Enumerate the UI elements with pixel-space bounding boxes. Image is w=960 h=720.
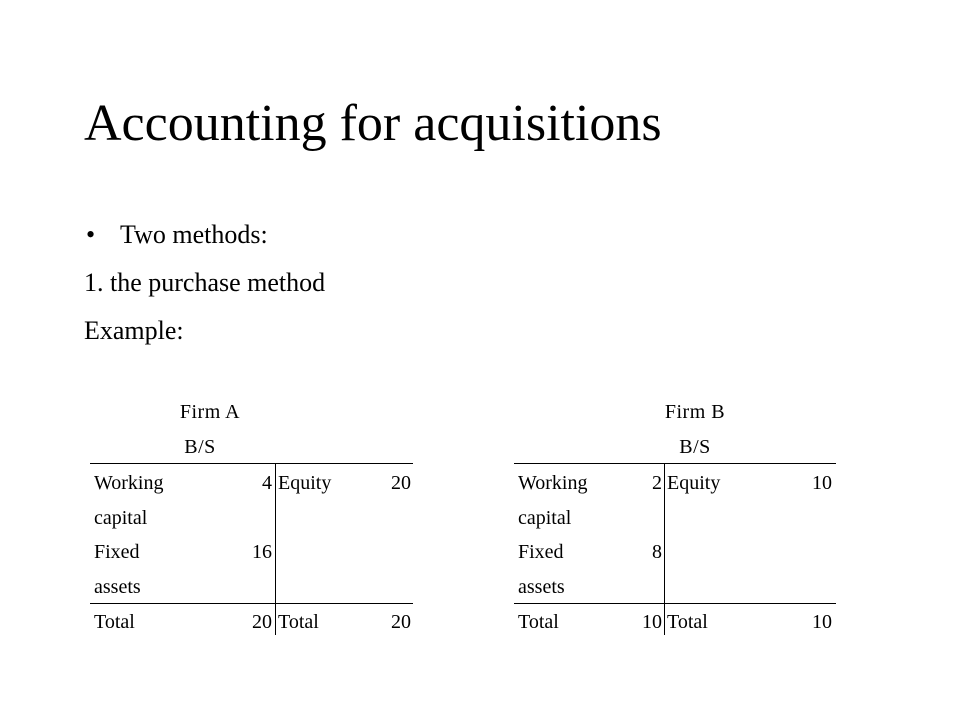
bullet-dot-icon: • [86, 220, 96, 249]
firm-a-row2-left-label: capital [94, 507, 148, 529]
slide-title: Accounting for acquisitions [84, 95, 662, 152]
firm-a-title: Firm A [179, 401, 241, 423]
firm-a-row4-left-label: assets [94, 576, 141, 598]
firm-b-title: Firm B [664, 401, 726, 423]
firm-b-row1-right-value: 10 [812, 472, 832, 494]
bullet-text: Two methods: [120, 220, 268, 249]
firm-b-subtitle: B/S [679, 436, 711, 458]
firm-a-total-right-value: 20 [391, 611, 411, 633]
firm-b-total-left-label: Total [518, 611, 559, 633]
firm-a-row1-left-value: 4 [262, 472, 272, 494]
firm-b-total-right-label: Total [667, 611, 708, 633]
firm-b-row1-left-label: Working [518, 472, 588, 494]
firm-a-divider [275, 463, 276, 635]
firm-b-row4-left-label: assets [518, 576, 565, 598]
firm-a-total-rule [90, 603, 413, 604]
firm-b-row3-left-value: 8 [652, 541, 662, 563]
firm-a-total-left-value: 20 [252, 611, 272, 633]
firm-b-row1-right-label: Equity [667, 472, 721, 494]
firm-a-subtitle: B/S [184, 436, 216, 458]
firm-a-row3-left-value: 16 [252, 541, 272, 563]
firm-a-total-right-label: Total [278, 611, 319, 633]
numbered-item: 1. the purchase method [84, 268, 326, 297]
firm-b-total-left-value: 10 [642, 611, 662, 633]
firm-b-total-right-value: 10 [812, 611, 832, 633]
firm-a-top-rule [90, 463, 413, 464]
firm-b-row3-left-label: Fixed [518, 541, 564, 563]
firm-b-total-rule [514, 603, 836, 604]
firm-b-row2-left-label: capital [518, 507, 572, 529]
bullet-item [86, 219, 268, 251]
firm-a-row3-left-label: Fixed [94, 541, 140, 563]
firm-b-divider [664, 463, 665, 635]
firm-a-total-left-label: Total [94, 611, 135, 633]
example-label: Example: [84, 316, 184, 345]
firm-a-row1-left-label: Working [94, 472, 164, 494]
firm-b-row1-left-value: 2 [652, 472, 662, 494]
firm-b-top-rule [514, 463, 836, 464]
firm-a-row1-right-value: 20 [391, 472, 411, 494]
firm-a-row1-right-label: Equity [278, 472, 332, 494]
